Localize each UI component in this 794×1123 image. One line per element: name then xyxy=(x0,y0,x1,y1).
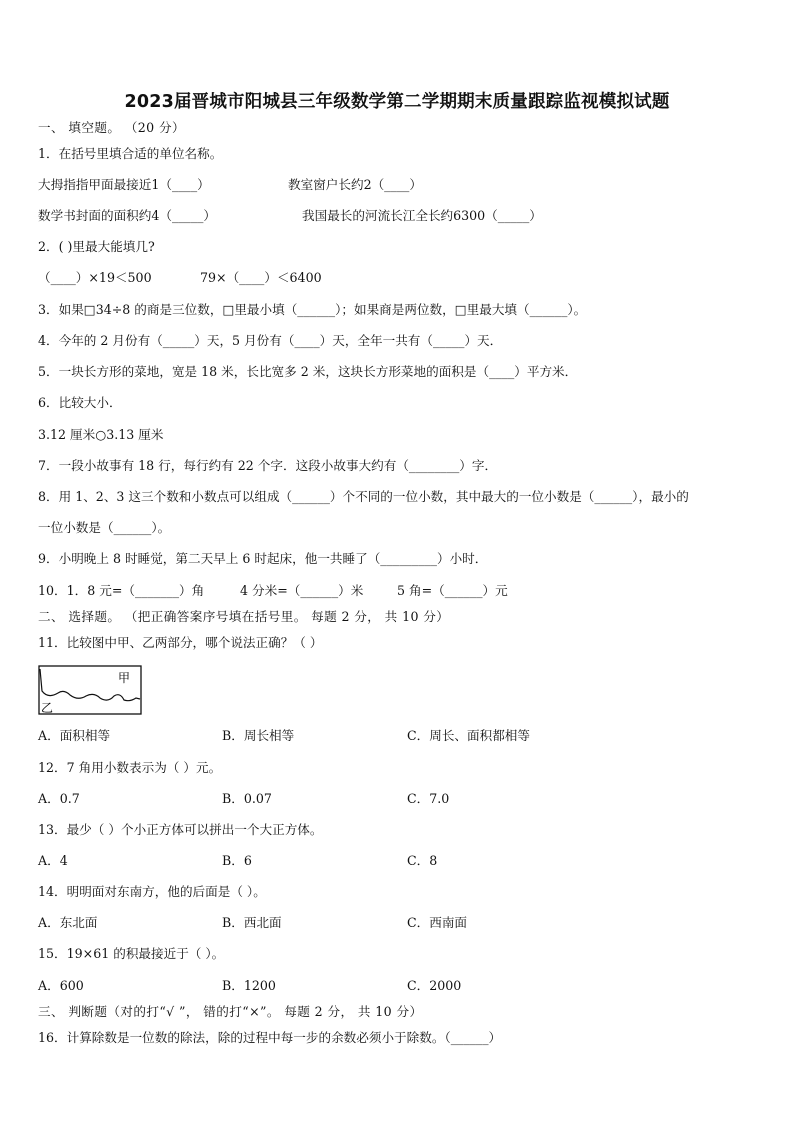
question-16: 16．计算除数是一位数的除法，除的过程中每一步的余数必须小于除数。（______） xyxy=(38,1030,502,1045)
label-yi: 乙 xyxy=(41,701,54,715)
question-1-item-a: 大拇指指甲面最接近1（____） xyxy=(38,177,210,192)
question-13-option-a: A．4 xyxy=(38,853,68,868)
section-heading-fill-blank: 一、 填空题。 （20 分） xyxy=(38,120,185,135)
question-12-stem: 12．7 角用小数表示为（ ）元。 xyxy=(38,760,222,775)
question-13-option-b: B．6 xyxy=(222,853,252,868)
question-1-item-c: 数学书封面的面积约4（_____） xyxy=(38,208,217,223)
question-7: 7．一段小故事有 18 行，每行约有 22 个字．这段小故事大约有（________）字． xyxy=(38,458,498,473)
question-5: 5．一块长方形的菜地，宽是 18 米，长比宽多 2 米，这块长方形菜地的面积是（____）平方米． xyxy=(38,364,578,379)
question-1-item-b: 教室窗户长约2（____） xyxy=(288,177,422,192)
question-2-stem: 2．( )里最大能填几? xyxy=(38,239,155,254)
section-heading-choice: 二、 选择题。 （把正确答案序号填在括号里。 每题 2 分， 共 10 分） xyxy=(38,609,450,624)
section-heading-true-false: 三、 判断题（对的打“√ ”， 错的打“×”。 每题 2 分， 共 10 分） xyxy=(38,1004,423,1019)
question-11-figure xyxy=(38,665,142,715)
question-8-line-1: 8．用 1、2、3 这三个数和小数点可以组成（______）个不同的一位小数，其中最大的一位小数是（______），最小的 xyxy=(38,489,689,504)
question-15-option-c: C．2000 xyxy=(407,978,462,993)
question-6-item: 3.12 厘米○3.13 厘米 xyxy=(38,427,164,442)
question-11-option-c: C．周长、面积都相等 xyxy=(407,728,530,743)
question-9: 9．小明晚上 8 时睡觉，第二天早上 6 时起床，他一共睡了（_________）小时． xyxy=(38,551,488,566)
question-3: 3．如果□34÷8 的商是三位数，□里最小填（______）；如果商是两位数，□里最大填（______）。 xyxy=(38,302,587,317)
question-4: 4．今年的 2 月份有（_____）天，5 月份有（____）天，全年一共有（_____）天． xyxy=(38,333,503,348)
question-11-stem: 11．比较图中甲、乙两部分，哪个说法正确？（ ） xyxy=(38,635,323,650)
question-12-option-c: C．7.0 xyxy=(407,791,450,806)
question-14-option-c: C．西南面 xyxy=(407,915,468,930)
question-2-item-b: 79×（____）＜6400 xyxy=(200,270,322,285)
question-15-stem: 15．19×61 的积最接近于（ ）。 xyxy=(38,946,225,961)
question-12-option-b: B．0.07 xyxy=(222,791,272,806)
question-14-stem: 14．明明面对东南方，他的后面是（ ）。 xyxy=(38,884,266,899)
question-10-item-b: 4 分米=（______）米 xyxy=(240,583,364,598)
page-title: 2023届晋城市阳城县三年级数学第二学期期末质量跟踪监视模拟试题 xyxy=(124,92,670,112)
question-13-option-c: C．8 xyxy=(407,853,438,868)
question-1-item-d: 我国最长的河流长江全长约6300（_____） xyxy=(302,208,542,223)
question-11-option-b: B．周长相等 xyxy=(222,728,295,743)
question-8-line-2: 一位小数是（______）。 xyxy=(38,520,171,535)
question-14-option-a: A．东北面 xyxy=(38,915,98,930)
question-15-option-b: B．1200 xyxy=(222,978,276,993)
label-jia: 甲 xyxy=(118,671,131,685)
region-comparison-figure xyxy=(38,665,142,715)
question-6-stem: 6．比较大小． xyxy=(38,395,122,410)
question-10-item-c: 5 角=（______）元 xyxy=(397,583,508,598)
question-1-stem: 1．在括号里填合适的单位名称。 xyxy=(38,146,223,161)
question-15-option-a: A．600 xyxy=(38,978,84,993)
question-12-option-a: A．0.7 xyxy=(38,791,80,806)
question-13-stem: 13．最少（ ）个小正方体可以拼出一个大正方体。 xyxy=(38,822,323,837)
question-2-item-a: （____）×19＜500 xyxy=(38,270,152,285)
question-10-item-a: 10．1．8 元=（_______）角 xyxy=(38,583,205,598)
question-11-option-a: A．面积相等 xyxy=(38,728,111,743)
question-14-option-b: B．西北面 xyxy=(222,915,282,930)
